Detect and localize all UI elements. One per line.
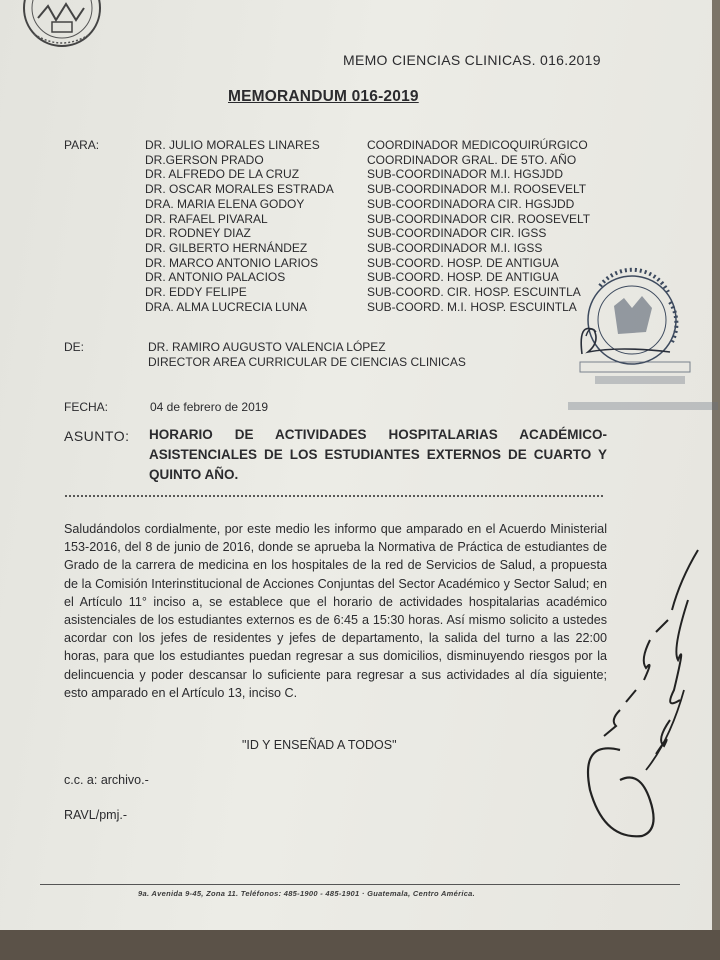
dotted-divider: [64, 493, 604, 499]
asunto-label: ASUNTO:: [64, 428, 130, 444]
recipient-role: SUB-COORDINADOR CIR. IGSS: [367, 226, 547, 241]
recipient-name: DR. RODNEY DIAZ: [145, 226, 251, 241]
recipient-role: SUB-COORDINADOR CIR. ROOSEVELT: [367, 211, 591, 226]
fecha-label: FECHA:: [64, 400, 109, 414]
asunto-text: HORARIO DE ACTIVIDADES HOSPITALARIAS ACADÉMICO-ASISTENCIALES DE LOS ESTUDIANTES EXTERNOS DE CUARTO Y QUINTO AÑO.: [149, 427, 607, 482]
recipient-name: DR. EDDY FELIPE: [145, 285, 247, 300]
recipient-role: SUB-COORDINADOR M.I. HGSJDD: [367, 167, 564, 182]
recipient-names: [145, 138, 360, 314]
recipient-role: SUB-COORDINADOR M.I. ROOSEVELT: [367, 182, 587, 197]
recipient-role: SUB-COORDINADORA CIR. HGSJDD: [367, 196, 575, 211]
recipient-name: DR. MARCO ANTONIO LARIOS: [145, 255, 319, 270]
handwritten-signature-icon: [560, 540, 720, 860]
recipient-role: SUB-COORD. HOSP. DE ANTIGUA: [367, 270, 559, 285]
recipient-name: DR. GILBERTO HERNÁNDEZ: [145, 240, 308, 255]
sender-block: [148, 340, 466, 370]
official-stamp-icon: [560, 262, 720, 420]
recipient-name: DR.GERSON PRADO: [145, 152, 264, 167]
memo-title: MEMORANDUM 016-2019: [228, 88, 419, 105]
footer-address: 9a. Avenida 9-45, Zona 11. Teléfonos: 485-1900 - 485-1901 · Guatemala, Centro América.: [138, 889, 476, 898]
motto: "ID Y ENSEÑAD A TODOS": [242, 738, 397, 752]
recipient-name: DR. JULIO MORALES LINARES: [145, 138, 320, 152]
sender-title: DIRECTOR AREA CURRICULAR DE CIENCIAS CLINICAS: [148, 355, 466, 369]
memo-body: Saludándolos cordialmente, por este medio les informo que amparado en el Acuerdo Ministerial 153-2016, del 8 de junio de 2016, donde se aprueba la Normativa de Práctica de estudiantes de Grado de la carrera de medicina en los hospitales de la red de Servicios de Salud, a propuesta de la Comisión Interinstitucional de Acciones Conjuntas del Sector Académico y Sector Salud; en el Artículo 11° inciso a, se establece que el horario de actividades hospitalarias académico asistenciales de los estudiantes externos es de 6:45 a 15:30 horas. Así mismo solicito a ustedes acordar con los jefes de residentes y jefes de departamento, la salida del turno a las 22:00 horas, para que los estudiantes puedan regresar a sus domicilios, disminuyendo riesgos por la delincuencia y poder descansar lo suficiente para regresar a sus actividades al día siguiente; esto amparado en el Artículo 13, inciso C.: [64, 522, 607, 700]
initials: RAVL/pmj.-: [64, 808, 127, 822]
sender-name: DR. RAMIRO AUGUSTO VALENCIA LÓPEZ: [148, 340, 386, 354]
recipient-name: DR. OSCAR MORALES ESTRADA: [145, 182, 334, 197]
para-label: PARA:: [64, 138, 100, 152]
recipient-name: DR. ALFREDO DE LA CRUZ: [145, 167, 300, 182]
footer-rule: [40, 884, 680, 885]
de-label: DE:: [64, 340, 85, 354]
recipient-name: DR. RAFAEL PIVARAL: [145, 211, 268, 226]
recipient-name: DR. ANTONIO PALACIOS: [145, 270, 286, 285]
recipient-role: SUB-COORDINADOR M.I. IGSS: [367, 240, 543, 255]
recipient-role: SUB-COORD. CIR. HOSP. ESCUINTLA: [367, 285, 581, 300]
recipient-name: DRA. MARIA ELENA GODOY: [145, 196, 305, 211]
photo-background: [0, 930, 720, 960]
recipient-name: DRA. ALMA LUCRECIA LUNA: [145, 299, 308, 314]
university-seal-icon: [22, 0, 102, 52]
fecha-value: 04 de febrero de 2019: [150, 400, 269, 414]
recipient-role: COORDINADOR MEDICOQUIRÚRGICO: [367, 138, 588, 152]
recipient-role: COORDINADOR GRAL. DE 5TO. AÑO: [367, 152, 577, 167]
recipient-role: SUB-COORD. HOSP. DE ANTIGUA: [367, 255, 559, 270]
carbon-copy: c.c. a: archivo.-: [64, 773, 149, 787]
recipient-role: SUB-COORD. M.I. HOSP. ESCUINTLA: [367, 299, 577, 314]
memo-reference: MEMO CIENCIAS CLINICAS. 016.2019: [343, 52, 601, 68]
